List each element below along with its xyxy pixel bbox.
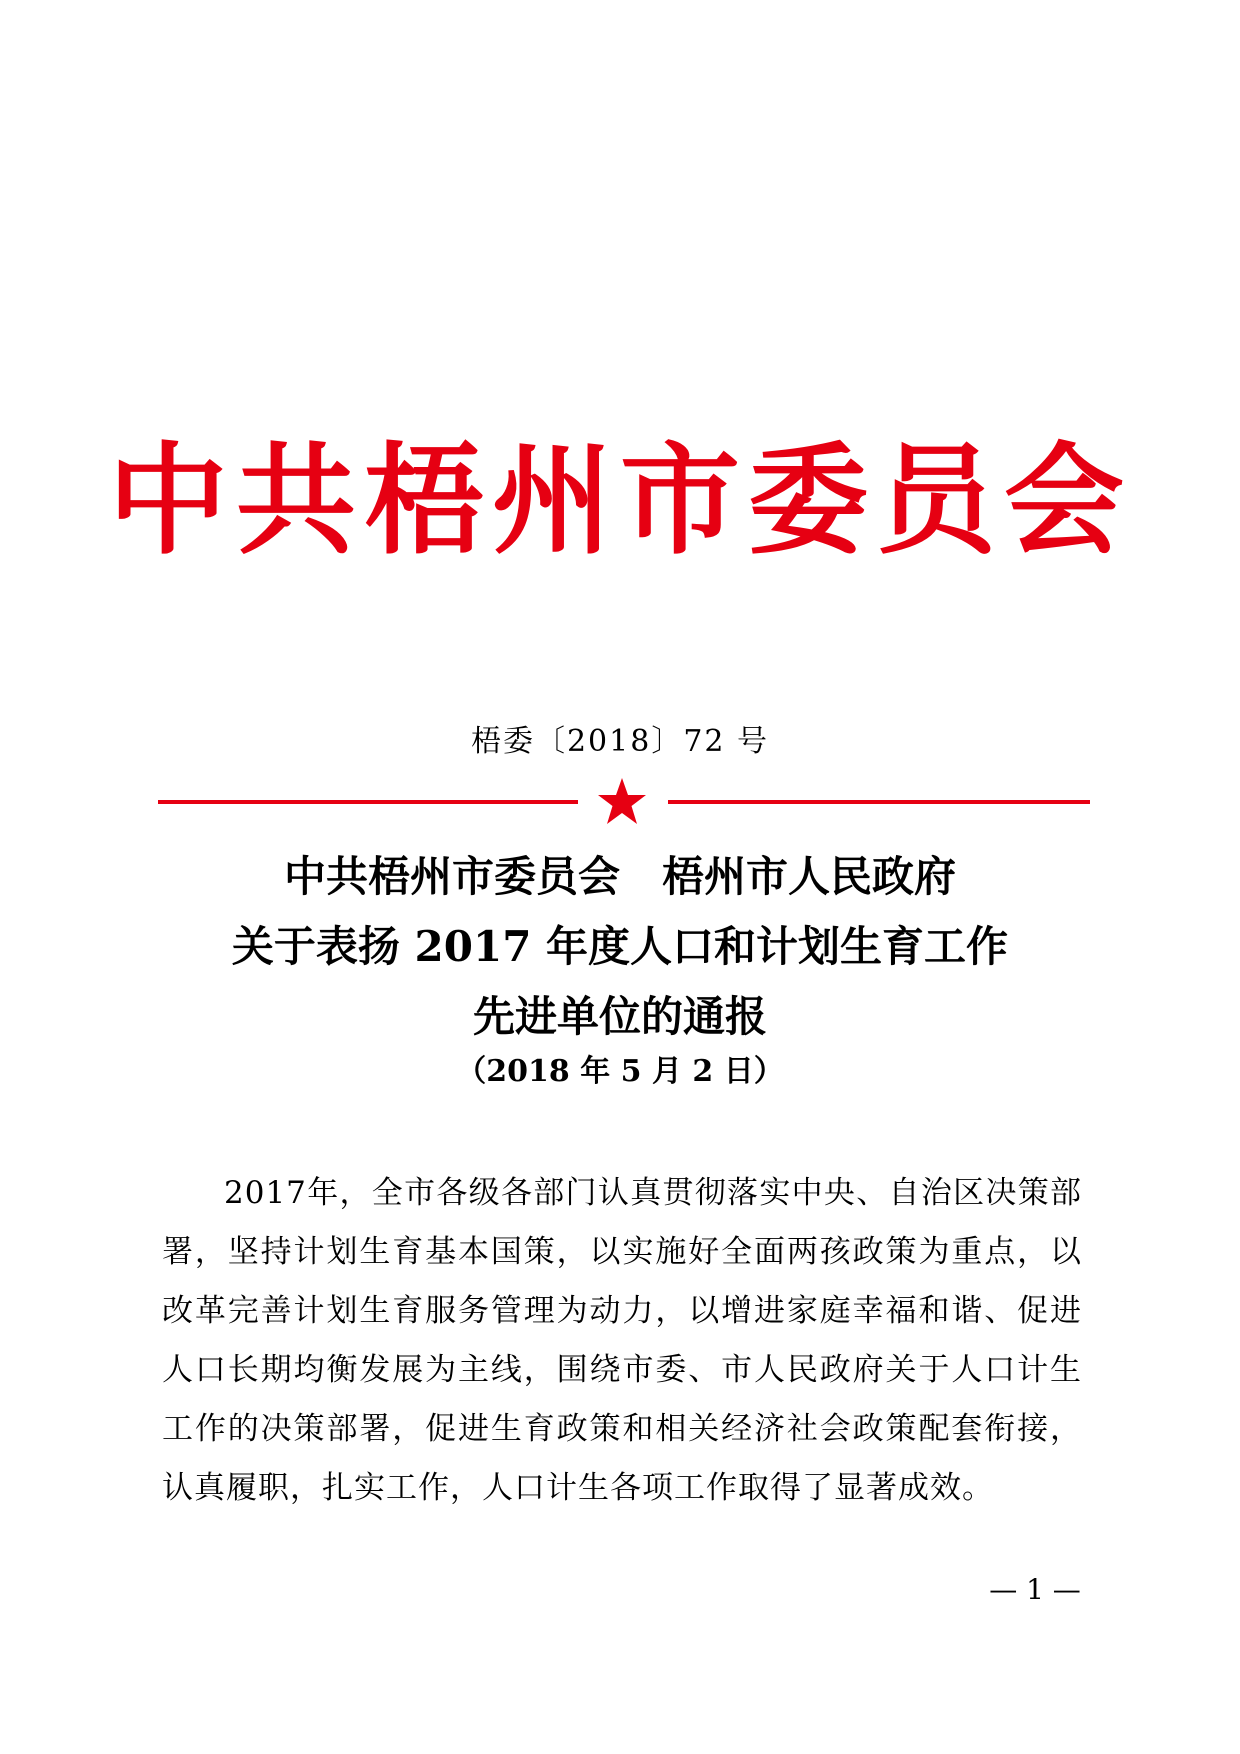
document-title xyxy=(0,842,1240,1052)
document-date: （2018 年 5 月 2 日） xyxy=(456,1054,784,1089)
page-number: — 1 — xyxy=(989,1573,1081,1606)
red-divider-left xyxy=(158,800,578,804)
title-line-2: 关于表扬 2017 年度人口和计划生育工作 xyxy=(231,922,1009,971)
masthead-title: 中共梧州市委员会 xyxy=(108,432,1132,571)
title-line-1: 中共梧州市委员会 梧州市人民政府 xyxy=(283,852,956,901)
document-number: 梧委〔2018〕72 号 xyxy=(470,724,770,759)
body-paragraph: 2017年，全市各级各部门认真贯彻落实中央、自治区决策部署，坚持计划生育基本国策，以实施好全面两孩政策为重点，以改革完善计划生育服务管理为动力，以增进家庭幸福和谐、促进人口长期均衡发展为主线，围绕市委、市人民政府关于人口计生工作的决策部署，促进生育政策和相关经济社会政策配套衔接，认真履职，扎实工作，人口计生各项工作取得了显著成效。 xyxy=(162,1175,1082,1506)
star-icon xyxy=(596,776,648,828)
title-line-3: 先进单位的通报 xyxy=(472,992,767,1041)
red-divider-right xyxy=(668,800,1090,804)
